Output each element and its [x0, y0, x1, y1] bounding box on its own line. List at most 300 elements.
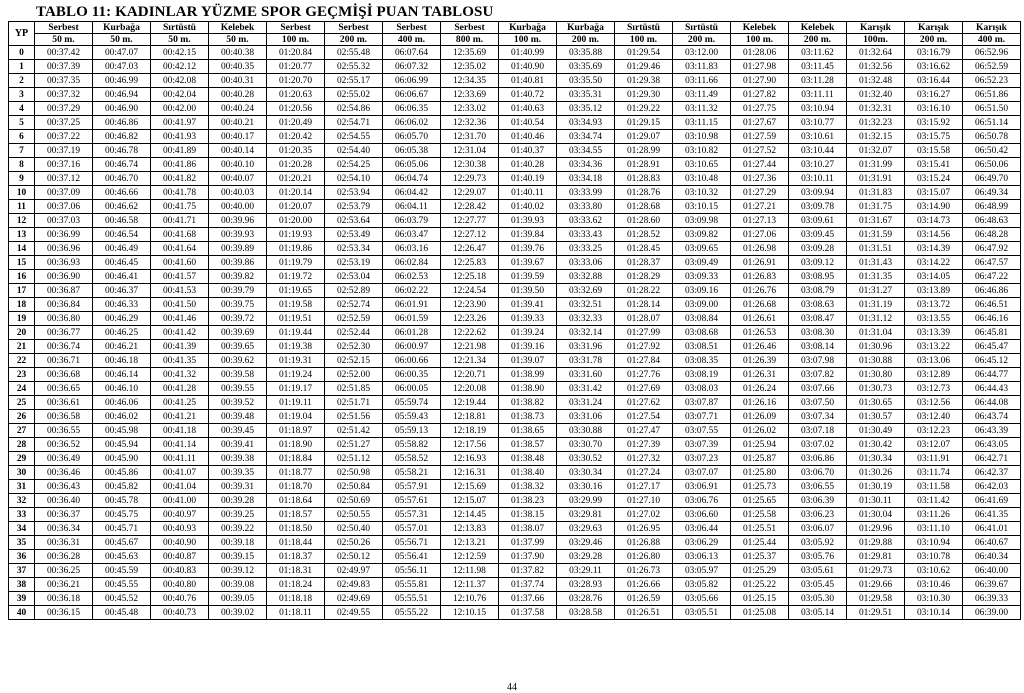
time-cell: 01:30.65	[847, 396, 905, 410]
time-cell: 03:28.58	[557, 606, 615, 620]
time-cell: 00:45.59	[93, 564, 151, 578]
time-cell: 12:17.56	[441, 438, 499, 452]
time-cell: 03:06.07	[789, 522, 847, 536]
time-cell: 01:28.14	[615, 298, 673, 312]
time-cell: 03:09.33	[673, 270, 731, 284]
time-cell: 00:41.00	[151, 494, 209, 508]
time-cell: 01:28.68	[615, 200, 673, 214]
time-cell: 03:14.05	[905, 270, 963, 284]
time-cell: 00:46.21	[93, 340, 151, 354]
time-cell: 01:28.45	[615, 242, 673, 256]
time-cell: 01:20.00	[267, 214, 325, 228]
time-cell: 03:32.14	[557, 326, 615, 340]
time-cell: 03:32.69	[557, 284, 615, 298]
time-cell: 12:16.93	[441, 452, 499, 466]
time-cell: 02:50.55	[325, 508, 383, 522]
time-cell: 03:08.03	[673, 382, 731, 396]
time-cell: 06:03.16	[383, 242, 441, 256]
time-cell: 00:37.16	[35, 158, 93, 172]
time-cell: 01:26.98	[731, 242, 789, 256]
row-score-cell: 3	[9, 88, 35, 102]
time-cell: 02:55.17	[325, 74, 383, 88]
time-cell: 01:28.06	[731, 46, 789, 60]
time-cell: 06:06.67	[383, 88, 441, 102]
row-score-cell: 28	[9, 438, 35, 452]
time-cell: 00:41.75	[151, 200, 209, 214]
time-cell: 03:33.62	[557, 214, 615, 228]
table-row	[9, 186, 1021, 200]
time-cell: 00:36.93	[35, 256, 93, 270]
row-score-cell: 39	[9, 592, 35, 606]
time-cell: 03:08.95	[789, 270, 847, 284]
time-cell: 02:52.74	[325, 298, 383, 312]
time-cell: 01:25.44	[731, 536, 789, 550]
time-cell: 01:31.04	[847, 326, 905, 340]
row-score-cell: 13	[9, 228, 35, 242]
time-cell: 06:51.14	[963, 116, 1021, 130]
time-cell: 06:43.05	[963, 438, 1021, 452]
time-cell: 06:44.77	[963, 368, 1021, 382]
time-cell: 00:45.67	[93, 536, 151, 550]
time-cell: 01:26.51	[615, 606, 673, 620]
time-cell: 03:29.81	[557, 508, 615, 522]
time-cell: 03:05.92	[789, 536, 847, 550]
time-cell: 00:46.29	[93, 312, 151, 326]
time-cell: 03:33.06	[557, 256, 615, 270]
table-row	[9, 102, 1021, 116]
time-cell: 06:50.42	[963, 144, 1021, 158]
time-cell: 00:47.07	[93, 46, 151, 60]
time-cell: 00:45.86	[93, 466, 151, 480]
time-cell: 01:31.43	[847, 256, 905, 270]
time-cell: 03:10.14	[905, 606, 963, 620]
time-cell: 00:40.80	[151, 578, 209, 592]
time-cell: 01:27.75	[731, 102, 789, 116]
time-cell: 03:30.34	[557, 466, 615, 480]
time-cell: 01:27.36	[731, 172, 789, 186]
time-cell: 03:09.78	[789, 200, 847, 214]
table-row	[9, 592, 1021, 606]
time-cell: 01:32.48	[847, 74, 905, 88]
time-cell: 03:33.43	[557, 228, 615, 242]
time-cell: 01:29.07	[615, 130, 673, 144]
time-cell: 01:25.37	[731, 550, 789, 564]
time-cell: 01:39.41	[499, 298, 557, 312]
time-cell: 12:28.42	[441, 200, 499, 214]
time-cell: 00:45.71	[93, 522, 151, 536]
time-cell: 00:36.96	[35, 242, 93, 256]
time-cell: 03:06.76	[673, 494, 731, 508]
time-cell: 03:11.15	[673, 116, 731, 130]
time-cell: 01:29.66	[847, 578, 905, 592]
time-cell: 01:28.83	[615, 172, 673, 186]
time-cell: 06:06.99	[383, 74, 441, 88]
time-cell: 06:04.74	[383, 172, 441, 186]
time-cell: 00:36.25	[35, 564, 93, 578]
time-cell: 01:19.24	[267, 368, 325, 382]
time-cell: 03:10.30	[905, 592, 963, 606]
time-cell: 01:19.58	[267, 298, 325, 312]
time-cell: 01:25.87	[731, 452, 789, 466]
time-cell: 01:20.84	[267, 46, 325, 60]
time-cell: 02:53.94	[325, 186, 383, 200]
column-header-style: Kelebek	[209, 22, 267, 34]
time-cell: 03:11.91	[905, 452, 963, 466]
time-cell: 01:26.91	[731, 256, 789, 270]
time-cell: 03:07.82	[789, 368, 847, 382]
table-row	[9, 522, 1021, 536]
time-cell: 01:20.77	[267, 60, 325, 74]
time-cell: 00:39.25	[209, 508, 267, 522]
time-cell: 00:41.86	[151, 158, 209, 172]
time-cell: 00:36.21	[35, 578, 93, 592]
time-cell: 01:20.21	[267, 172, 325, 186]
time-cell: 12:32.36	[441, 116, 499, 130]
time-cell: 03:10.65	[673, 158, 731, 172]
time-cell: 00:39.22	[209, 522, 267, 536]
time-cell: 00:47.03	[93, 60, 151, 74]
time-cell: 03:11.58	[905, 480, 963, 494]
column-header-distance: 100 m.	[731, 34, 789, 46]
time-cell: 06:45.12	[963, 354, 1021, 368]
row-score-cell: 15	[9, 256, 35, 270]
table-row	[9, 494, 1021, 508]
time-cell: 00:41.28	[151, 382, 209, 396]
column-header-distance: 100 m.	[615, 34, 673, 46]
time-cell: 01:40.28	[499, 158, 557, 172]
time-cell: 02:50.69	[325, 494, 383, 508]
time-cell: 06:39.00	[963, 606, 1021, 620]
table-row	[9, 550, 1021, 564]
time-cell: 03:05.14	[789, 606, 847, 620]
time-cell: 01:37.82	[499, 564, 557, 578]
time-cell: 06:41.01	[963, 522, 1021, 536]
time-cell: 00:37.29	[35, 102, 93, 116]
time-cell: 00:41.68	[151, 228, 209, 242]
time-cell: 00:40.21	[209, 116, 267, 130]
time-cell: 01:29.30	[615, 88, 673, 102]
time-cell: 01:32.56	[847, 60, 905, 74]
time-cell: 00:40.35	[209, 60, 267, 74]
time-cell: 03:13.89	[905, 284, 963, 298]
time-cell: 03:13.06	[905, 354, 963, 368]
time-cell: 03:11.11	[789, 88, 847, 102]
time-cell: 00:46.74	[93, 158, 151, 172]
time-cell: 01:27.98	[731, 60, 789, 74]
time-cell: 01:39.67	[499, 256, 557, 270]
time-cell: 00:37.22	[35, 130, 93, 144]
table-row	[9, 368, 1021, 382]
time-cell: 00:40.97	[151, 508, 209, 522]
time-cell: 01:39.33	[499, 312, 557, 326]
time-cell: 01:29.58	[847, 592, 905, 606]
table-row	[9, 298, 1021, 312]
time-cell: 02:50.98	[325, 466, 383, 480]
time-cell: 03:06.23	[789, 508, 847, 522]
table-row	[9, 396, 1021, 410]
time-cell: 00:36.61	[35, 396, 93, 410]
time-cell: 01:25.29	[731, 564, 789, 578]
time-cell: 01:31.12	[847, 312, 905, 326]
time-cell: 01:27.39	[615, 438, 673, 452]
time-cell: 03:11.26	[905, 508, 963, 522]
time-cell: 00:39.86	[209, 256, 267, 270]
time-cell: 12:10.76	[441, 592, 499, 606]
time-cell: 01:38.99	[499, 368, 557, 382]
time-cell: 12:18.81	[441, 410, 499, 424]
time-cell: 03:10.94	[789, 102, 847, 116]
time-cell: 12:29.07	[441, 186, 499, 200]
time-cell: 00:46.49	[93, 242, 151, 256]
time-cell: 12:14.45	[441, 508, 499, 522]
time-cell: 03:15.92	[905, 116, 963, 130]
time-cell: 12:10.15	[441, 606, 499, 620]
time-cell: 12:22.62	[441, 326, 499, 340]
time-cell: 01:27.21	[731, 200, 789, 214]
time-cell: 00:46.86	[93, 116, 151, 130]
time-cell: 00:39.02	[209, 606, 267, 620]
time-cell: 03:08.30	[789, 326, 847, 340]
time-cell: 00:41.18	[151, 424, 209, 438]
time-cell: 00:36.65	[35, 382, 93, 396]
time-cell: 01:38.57	[499, 438, 557, 452]
time-cell: 05:58.82	[383, 438, 441, 452]
time-cell: 01:39.84	[499, 228, 557, 242]
row-score-cell: 34	[9, 522, 35, 536]
time-cell: 05:55.81	[383, 578, 441, 592]
time-cell: 00:36.46	[35, 466, 93, 480]
time-cell: 00:39.96	[209, 214, 267, 228]
time-cell: 00:46.25	[93, 326, 151, 340]
time-cell: 03:14.90	[905, 200, 963, 214]
time-cell: 00:46.90	[93, 102, 151, 116]
time-cell: 01:25.80	[731, 466, 789, 480]
time-cell: 01:27.99	[615, 326, 673, 340]
time-cell: 01:19.51	[267, 312, 325, 326]
time-cell: 01:25.51	[731, 522, 789, 536]
time-cell: 03:07.07	[673, 466, 731, 480]
table-row	[9, 508, 1021, 522]
table-row	[9, 606, 1021, 620]
time-cell: 01:27.47	[615, 424, 673, 438]
time-cell: 01:19.72	[267, 270, 325, 284]
page-title: TABLO 11: KADINLAR YÜZME SPOR GEÇMİŞİ PUAN TABLOSU	[36, 4, 494, 20]
time-cell: 06:50.06	[963, 158, 1021, 172]
table-row	[9, 312, 1021, 326]
time-cell: 01:18.70	[267, 480, 325, 494]
time-cell: 00:41.04	[151, 480, 209, 494]
time-cell: 00:41.14	[151, 438, 209, 452]
time-cell: 00:41.11	[151, 452, 209, 466]
table-row	[9, 200, 1021, 214]
time-cell: 00:39.65	[209, 340, 267, 354]
row-score-cell: 22	[9, 354, 35, 368]
time-cell: 01:25.08	[731, 606, 789, 620]
time-cell: 12:13.21	[441, 536, 499, 550]
row-score-cell: 8	[9, 158, 35, 172]
time-cell: 01:30.73	[847, 382, 905, 396]
time-cell: 03:30.52	[557, 452, 615, 466]
time-cell: 03:12.40	[905, 410, 963, 424]
time-cell: 01:20.42	[267, 130, 325, 144]
time-cell: 00:42.00	[151, 102, 209, 116]
time-cell: 06:45.47	[963, 340, 1021, 354]
time-cell: 00:40.83	[151, 564, 209, 578]
time-cell: 00:40.00	[209, 200, 267, 214]
time-cell: 02:54.86	[325, 102, 383, 116]
time-cell: 01:28.52	[615, 228, 673, 242]
time-cell: 01:20.63	[267, 88, 325, 102]
time-cell: 00:45.90	[93, 452, 151, 466]
time-cell: 01:29.81	[847, 550, 905, 564]
row-score-cell: 25	[9, 396, 35, 410]
time-cell: 03:07.55	[673, 424, 731, 438]
time-cell: 05:58.21	[383, 466, 441, 480]
time-cell: 01:26.88	[615, 536, 673, 550]
time-cell: 01:31.59	[847, 228, 905, 242]
time-cell: 00:36.58	[35, 410, 93, 424]
time-cell: 06:48.99	[963, 200, 1021, 214]
column-header-style: Karışık	[905, 22, 963, 34]
column-header-distance: 100m.	[847, 34, 905, 46]
time-cell: 00:39.69	[209, 326, 267, 340]
time-cell: 01:28.76	[615, 186, 673, 200]
time-cell: 00:46.70	[93, 172, 151, 186]
time-cell: 01:28.07	[615, 312, 673, 326]
time-cell: 02:53.49	[325, 228, 383, 242]
table-row	[9, 284, 1021, 298]
time-cell: 03:07.87	[673, 396, 731, 410]
time-cell: 01:38.65	[499, 424, 557, 438]
time-cell: 01:18.24	[267, 578, 325, 592]
time-cell: 01:26.66	[615, 578, 673, 592]
time-cell: 00:41.64	[151, 242, 209, 256]
time-cell: 00:36.40	[35, 494, 93, 508]
table-row	[9, 438, 1021, 452]
time-cell: 06:49.34	[963, 186, 1021, 200]
time-cell: 00:41.93	[151, 130, 209, 144]
time-cell: 12:34.35	[441, 74, 499, 88]
time-cell: 06:47.22	[963, 270, 1021, 284]
time-cell: 03:06.44	[673, 522, 731, 536]
time-cell: 00:46.18	[93, 354, 151, 368]
time-cell: 06:06.02	[383, 116, 441, 130]
time-cell: 01:19.65	[267, 284, 325, 298]
row-score-cell: 20	[9, 326, 35, 340]
time-cell: 01:32.40	[847, 88, 905, 102]
time-cell: 01:31.99	[847, 158, 905, 172]
column-header-style: Serbest	[441, 22, 499, 34]
time-cell: 12:18.19	[441, 424, 499, 438]
table-row	[9, 116, 1021, 130]
time-cell: 02:55.32	[325, 60, 383, 74]
time-cell: 03:35.12	[557, 102, 615, 116]
time-cell: 00:37.06	[35, 200, 93, 214]
time-cell: 03:28.93	[557, 578, 615, 592]
table-row	[9, 242, 1021, 256]
time-cell: 01:26.09	[731, 410, 789, 424]
time-cell: 12:31.04	[441, 144, 499, 158]
time-cell: 06:01.91	[383, 298, 441, 312]
time-cell: 12:35.02	[441, 60, 499, 74]
time-cell: 03:06.86	[789, 452, 847, 466]
time-cell: 03:12.89	[905, 368, 963, 382]
time-cell: 06:05.70	[383, 130, 441, 144]
time-cell: 01:38.15	[499, 508, 557, 522]
time-cell: 06:03.47	[383, 228, 441, 242]
time-cell: 03:11.10	[905, 522, 963, 536]
time-cell: 00:37.03	[35, 214, 93, 228]
time-cell: 00:36.77	[35, 326, 93, 340]
time-cell: 03:32.88	[557, 270, 615, 284]
table-body	[9, 46, 1021, 620]
time-cell: 01:18.50	[267, 522, 325, 536]
time-cell: 01:26.39	[731, 354, 789, 368]
time-cell: 12:27.77	[441, 214, 499, 228]
time-cell: 03:13.39	[905, 326, 963, 340]
time-cell: 03:05.82	[673, 578, 731, 592]
time-cell: 03:28.76	[557, 592, 615, 606]
time-cell: 03:11.74	[905, 466, 963, 480]
row-score-cell: 40	[9, 606, 35, 620]
time-cell: 06:01.59	[383, 312, 441, 326]
time-cell: 00:39.41	[209, 438, 267, 452]
time-cell: 01:18.37	[267, 550, 325, 564]
time-cell: 01:27.59	[731, 130, 789, 144]
time-cell: 02:52.00	[325, 368, 383, 382]
time-cell: 03:06.39	[789, 494, 847, 508]
time-cell: 12:21.98	[441, 340, 499, 354]
time-cell: 01:28.29	[615, 270, 673, 284]
time-cell: 03:16.62	[905, 60, 963, 74]
time-cell: 02:54.10	[325, 172, 383, 186]
time-cell: 00:42.04	[151, 88, 209, 102]
table-row	[9, 74, 1021, 88]
time-cell: 03:05.51	[673, 606, 731, 620]
time-cell: 05:57.31	[383, 508, 441, 522]
time-cell: 03:29.63	[557, 522, 615, 536]
time-cell: 00:46.82	[93, 130, 151, 144]
time-cell: 03:31.96	[557, 340, 615, 354]
time-cell: 12:13.83	[441, 522, 499, 536]
column-header-style: Kelebek	[789, 22, 847, 34]
time-cell: 02:54.55	[325, 130, 383, 144]
row-score-cell: 23	[9, 368, 35, 382]
time-cell: 06:52.96	[963, 46, 1021, 60]
time-cell: 03:29.11	[557, 564, 615, 578]
table-row	[9, 144, 1021, 158]
time-cell: 00:46.58	[93, 214, 151, 228]
time-cell: 00:36.68	[35, 368, 93, 382]
column-header-style: Karışık	[847, 22, 905, 34]
time-cell: 00:41.50	[151, 298, 209, 312]
row-score-cell: 21	[9, 340, 35, 354]
time-cell: 02:49.55	[325, 606, 383, 620]
column-header-style: Kelebek	[731, 22, 789, 34]
time-cell: 06:44.08	[963, 396, 1021, 410]
time-cell: 06:52.59	[963, 60, 1021, 74]
row-score-cell: 18	[9, 298, 35, 312]
time-cell: 00:37.19	[35, 144, 93, 158]
time-cell: 01:26.76	[731, 284, 789, 298]
time-cell: 06:07.64	[383, 46, 441, 60]
time-cell: 06:51.50	[963, 102, 1021, 116]
time-cell: 00:36.99	[35, 228, 93, 242]
time-cell: 01:26.95	[615, 522, 673, 536]
time-cell: 06:43.74	[963, 410, 1021, 424]
time-cell: 03:06.55	[789, 480, 847, 494]
time-cell: 12:12.59	[441, 550, 499, 564]
